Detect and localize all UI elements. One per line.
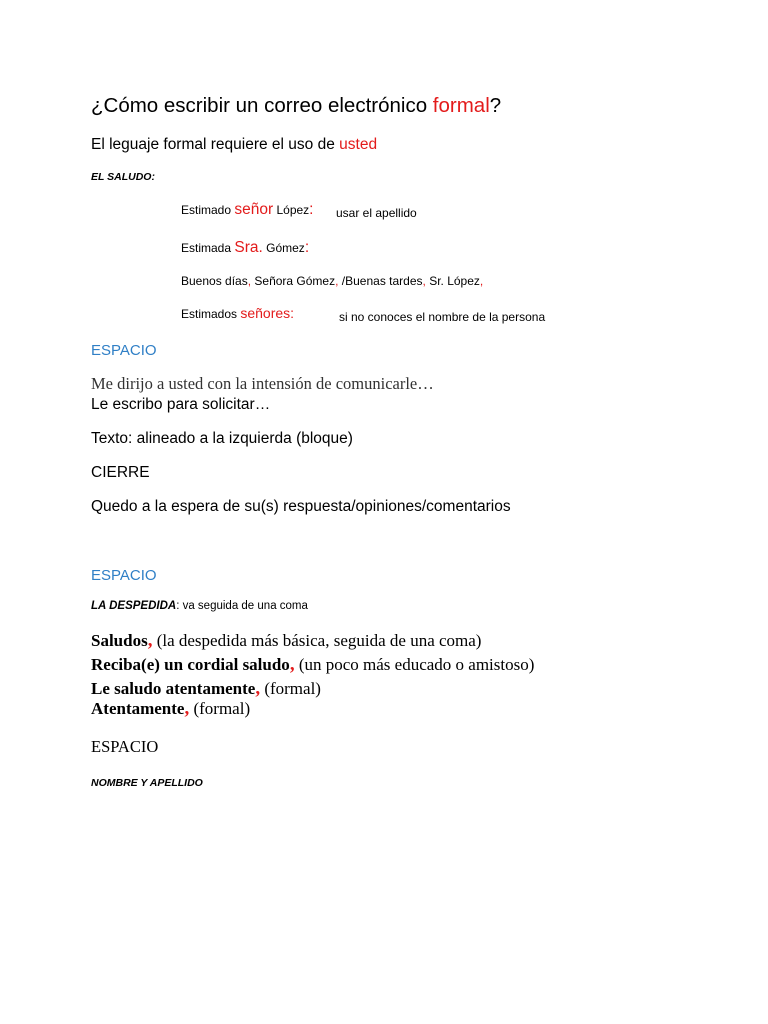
closing-comma: ,: [184, 698, 190, 719]
despedida-heading: [91, 600, 308, 612]
saludo-heading: EL SALUDO:: [91, 171, 155, 183]
closing-comma: ,: [255, 678, 261, 699]
greeting-line: [181, 274, 483, 288]
greeting-text: Estimada: [181, 241, 235, 255]
greeting-title-highlight: señores: [240, 305, 291, 321]
body-line: Le escribo para solicitar…: [91, 396, 271, 413]
closing-line: [91, 678, 321, 700]
greeting-line: [181, 305, 294, 321]
greeting-line: [181, 239, 309, 257]
body-line: Texto: alineado a la izquierda (bloque): [91, 430, 353, 447]
closing-phrase: Saludos: [91, 631, 148, 650]
closing-phrase: Atentamente: [91, 699, 185, 718]
cierre-heading: CIERRE: [91, 464, 150, 481]
greeting-text: Sr. López: [425, 274, 480, 288]
greeting-title-highlight: señor: [234, 201, 274, 218]
greeting-comma: ,: [247, 274, 252, 288]
greeting-text: /Buenas tardes: [338, 274, 423, 288]
greeting-colon: :: [290, 305, 295, 321]
despedida-label: LA DESPEDIDA: [91, 600, 177, 612]
subtitle-highlight: usted: [339, 136, 378, 153]
closing-note: (formal): [189, 699, 251, 718]
greeting-text: Señora Gómez: [251, 274, 336, 288]
greeting-note: usar el apellido: [336, 206, 417, 220]
closing-line: [91, 654, 534, 676]
nombre-heading: NOMBRE Y APELLIDO: [91, 777, 203, 789]
greeting-text: Estimado: [181, 203, 235, 217]
greeting-text: Buenos días: [181, 274, 248, 288]
greeting-surname: Gómez: [262, 241, 305, 255]
greeting-note: si no conoces el nombre de la persona: [339, 310, 546, 324]
body-line: Quedo a la espera de su(s) respuesta/opiniones/comentarios: [91, 498, 511, 515]
closing-note: (formal): [260, 679, 321, 698]
page-title: [91, 94, 501, 118]
greeting-surname: López: [273, 203, 310, 217]
closing-note: (un poco más educado o amistoso): [294, 655, 535, 674]
greeting-text: Estimados: [181, 307, 241, 321]
subtitle-text: El leguaje formal requiere el uso de: [91, 136, 340, 153]
closing-comma: ,: [289, 654, 295, 675]
greeting-title-highlight: Sra.: [234, 239, 263, 256]
closing-phrase: Le saludo atentamente: [91, 679, 256, 698]
closing-line: [91, 630, 481, 652]
espacio-heading: ESPACIO: [91, 737, 159, 756]
closing-phrase: Reciba(e) un cordial saludo: [91, 655, 290, 674]
greeting-line: [181, 201, 313, 219]
greeting-colon: :: [304, 239, 310, 256]
title-highlight: formal: [432, 94, 490, 117]
greeting-comma: ,: [335, 274, 339, 288]
title-text: ¿Cómo escribir un correo electrónico: [91, 94, 433, 117]
subtitle: [91, 136, 377, 154]
closing-comma: ,: [147, 630, 153, 651]
title-question-mark: ?: [489, 94, 502, 117]
greeting-colon: :: [309, 201, 314, 218]
espacio-heading: ESPACIO: [91, 342, 157, 359]
closing-note: (la despedida más básica, seguida de una coma): [152, 631, 482, 650]
espacio-heading: ESPACIO: [91, 567, 157, 584]
despedida-text: : va seguida de una coma: [176, 600, 308, 612]
greeting-comma: ,: [479, 274, 484, 288]
body-line: Me dirijo a usted con la intensión de comunicarle…: [91, 374, 434, 393]
closing-line: [91, 698, 250, 720]
greeting-comma: ,: [422, 274, 426, 288]
